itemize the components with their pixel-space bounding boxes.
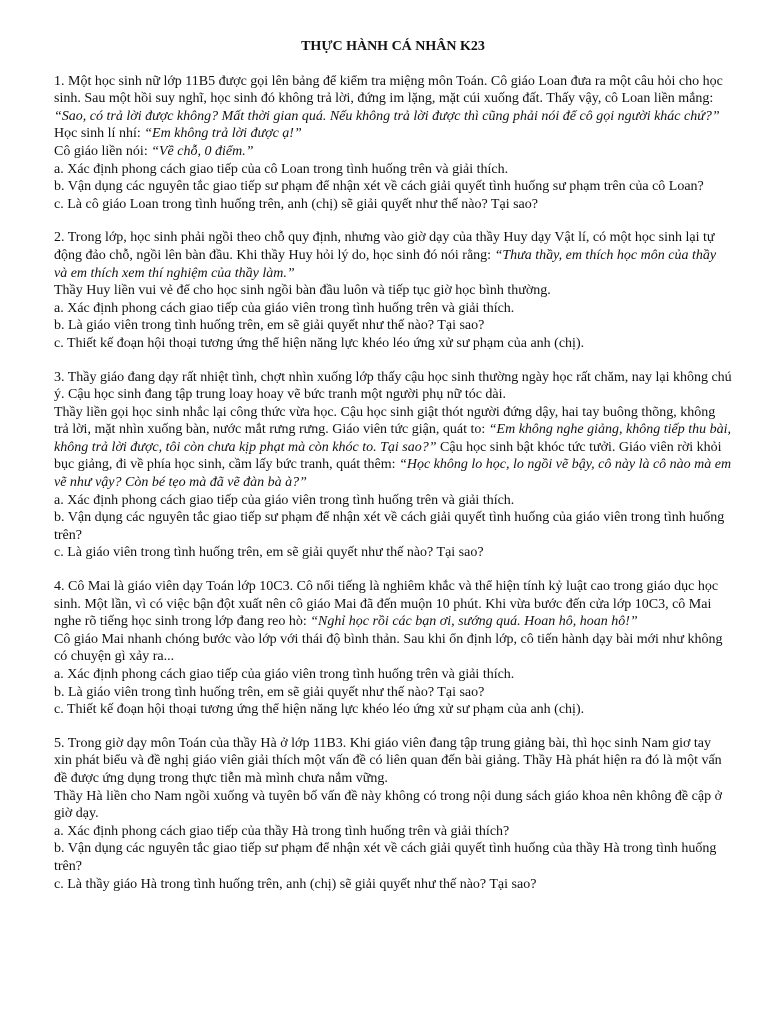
quoted-speech: “Em không nghe giảng, không tiếp thu bài, không trả lời được, tôi còn chưa kịp phạt mà còn khóc to. Tại sao?”	[54, 422, 732, 455]
narrative-text: Cô giáo Mai nhanh chóng bước vào lớp với thái độ bình thản. Sau khi ổn định lớp, cô tiến hành dạy bài mới như không có chuyện gì xảy ra...	[54, 631, 723, 665]
scenario-paragraph	[54, 404, 732, 492]
quoted-speech: “Học không lo học, lo ngồi vẽ bậy, cô này là cô nào mà em vẽ như vậy? Còn bé tẹo mà đã vẽ đàn bà à?”	[54, 457, 732, 491]
narrative-text: Thầy Huy liền vui vẻ để cho học sinh ngồi bàn đầu luôn và tiếp tục giờ học bình thường.	[54, 283, 551, 299]
question-item: a. Xác định phong cách giao tiếp của cô Loan trong tình huống trên và giải thích.	[54, 161, 509, 177]
scenario-paragraph	[54, 788, 732, 823]
question-item: a. Xác định phong cách giao tiếp của giáo viên trong tình huống trên và giải thích.	[54, 667, 515, 682]
scenario-paragraph	[54, 578, 732, 631]
exercise-list	[54, 73, 732, 894]
narrative-text: 1. Một học sinh nữ lớp 11B5 được gọi lên bảng để kiểm tra miệng môn Toán. Cô giáo Loan đưa ra một câu hỏi cho học sinh. Sau một hồi suy nghĩ, học sinh đó không trả lời, đứng im lặng, mặt cúi xuống đất. Thấy vậy, cô Loan liền mắng:	[54, 73, 723, 107]
quoted-speech: “Sao, có trả lời được không? Mất thời gian quá. Nếu không trả lời được thì cũng phải nói để cô gọi người khác chứ?”	[54, 108, 720, 124]
narrative-text: Thầy liền gọi học sinh nhắc lại công thức vừa học. Cậu học sinh giật thót người đứng dậy, hai tay buông thõng, không trả lời, mặt nhìn xuống bàn, nước mắt rưng rưng. Giáo viên tức giận, quát to:	[54, 404, 716, 438]
exercise-1	[54, 73, 732, 214]
narrative-text: Cậu học sinh bật khóc tức tưởi. Giáo viên rời khỏi bục giảng, đi về phía học sinh, cầm lấy bức tranh, quát thêm:	[54, 439, 722, 473]
scenario-paragraph	[54, 369, 732, 404]
scenario-paragraph	[54, 735, 732, 788]
narrative-text: 4. Cô Mai là giáo viên dạy Toán lớp 10C3. Cô nổi tiếng là nghiêm khắc và thể hiện tính kỷ luật cao trong giáo dục học sinh. Một lần, vì có việc bận đột xuất nên cô giáo Mai đã đến muộn 10 phút. Khi vừa bước đến cửa lớp 10C3, cô Mai nghe rõ tiếng học sinh trong lớp đang reo hò:	[54, 579, 719, 630]
narrative-text: Cô giáo liền nói:	[54, 143, 152, 159]
question-item: c. Là giáo viên trong tình huống trên, em sẽ giải quyết như thế nào? Tại sao?	[54, 545, 484, 561]
exercise-3	[54, 369, 732, 563]
question-item: c. Là cô giáo Loan trong tình huống trên, anh (chị) sẽ giải quyết như thế nào? Tại sao?	[54, 196, 538, 212]
quoted-speech: “Thưa thầy, em thích học môn của thầy và em thích xem thí nghiệm của thầy làm.”	[54, 247, 717, 281]
question-item: b. Là giáo viên trong tình huống trên, em sẽ giải quyết như thế nào? Tại sao?	[54, 318, 485, 334]
question-item: b. Là giáo viên trong tình huống trên, em sẽ giải quyết như thế nào? Tại sao?	[54, 684, 485, 700]
scenario-paragraph	[54, 282, 732, 300]
exercise-2	[54, 229, 732, 352]
document-title: THỰC HÀNH CÁ NHÂN K23	[301, 39, 485, 54]
narrative-text: Học sinh lí nhí:	[54, 126, 145, 142]
scenario-paragraph	[54, 229, 732, 282]
exercise-5	[54, 735, 732, 893]
quoted-speech: “Em không trả lời được ạ!”	[144, 126, 302, 142]
narrative-text: 3. Thầy giáo đang dạy rất nhiệt tình, chợt nhìn xuống lớp thấy cậu học sinh thường ngày học rất chăm, nay lại không chú ý. Cậu học sinh đang tập trung loay hoay vẽ bức tranh một người phụ nữ tóc dài.	[54, 369, 732, 403]
question-item: b. Vận dụng các nguyên tắc giao tiếp sư phạm để nhận xét về cách giải quyết tình huống của giáo viên trong tình huống trên?	[54, 510, 725, 543]
question-item: b. Vận dụng các nguyên tắc giao tiếp sư phạm để nhận xét về cách giải quyết tình huống của thầy Hà trong tình huống trên?	[54, 841, 717, 874]
narrative-text: 2. Trong lớp, học sinh phải ngồi theo chỗ quy định, nhưng vào giờ dạy của thầy Huy dạy Vật lí, có một học sinh lại tự động đảo chỗ, ngồi lên bàn đầu. Khi thầy Huy hỏi lý do, học sinh đó nói rằng:	[54, 230, 715, 263]
quoted-speech: “Về chỗ, 0 điểm.”	[151, 143, 254, 159]
scenario-paragraph	[54, 73, 732, 126]
scenario-paragraph	[54, 125, 732, 143]
question-item: c. Là thầy giáo Hà trong tình huống trên, anh (chị) sẽ giải quyết như thế nào? Tại sao?	[54, 876, 537, 892]
scenario-paragraph	[54, 143, 732, 161]
question-item: c. Thiết kế đoạn hội thoại tương ứng thể hiện năng lực khéo léo ứng xử sư phạm của anh (chị).	[54, 335, 585, 351]
question-item: a. Xác định phong cách giao tiếp của thầy Hà trong tình huống trên và giải thích?	[54, 823, 510, 839]
scenario-paragraph	[54, 631, 732, 666]
question-item: a. Xác định phong cách giao tiếp của giáo viên trong tình huống trên và giải thích.	[54, 300, 515, 316]
quoted-speech: “Nghỉ học rồi các bạn ơi, sướng quá. Hoan hô, hoan hô!”	[310, 614, 638, 630]
narrative-text: 5. Trong giờ dạy môn Toán của thầy Hà ở lớp 11B3. Khi giáo viên đang tập trung giảng bài, thì học sinh Nam giơ tay xin phát biểu và đề nghị giáo viên giải thích một vấn đề có liên quan đến bài giảng. Thầy Hà phát hiện ra đó là một vấn đề được ứng dụng trong thực tiễn mà mình chưa nắm vững.	[54, 735, 722, 786]
exercise-4	[54, 578, 732, 719]
question-item: b. Vận dụng các nguyên tắc giao tiếp sư phạm để nhận xét về cách giải quyết tình huống sư phạm trên của cô Loan?	[54, 179, 704, 195]
narrative-text: Thầy Hà liền cho Nam ngồi xuống và tuyên bố vấn đề này không có trong nội dung sách giáo khoa nên không đề cập ở giờ dạy.	[54, 788, 722, 822]
question-item: a. Xác định phong cách giao tiếp của giáo viên trong tình huống trên và giải thích.	[54, 492, 515, 508]
question-item: c. Thiết kế đoạn hội thoại tương ứng thể hiện năng lực khéo léo ứng xử sư phạm của anh (chị).	[54, 702, 585, 718]
